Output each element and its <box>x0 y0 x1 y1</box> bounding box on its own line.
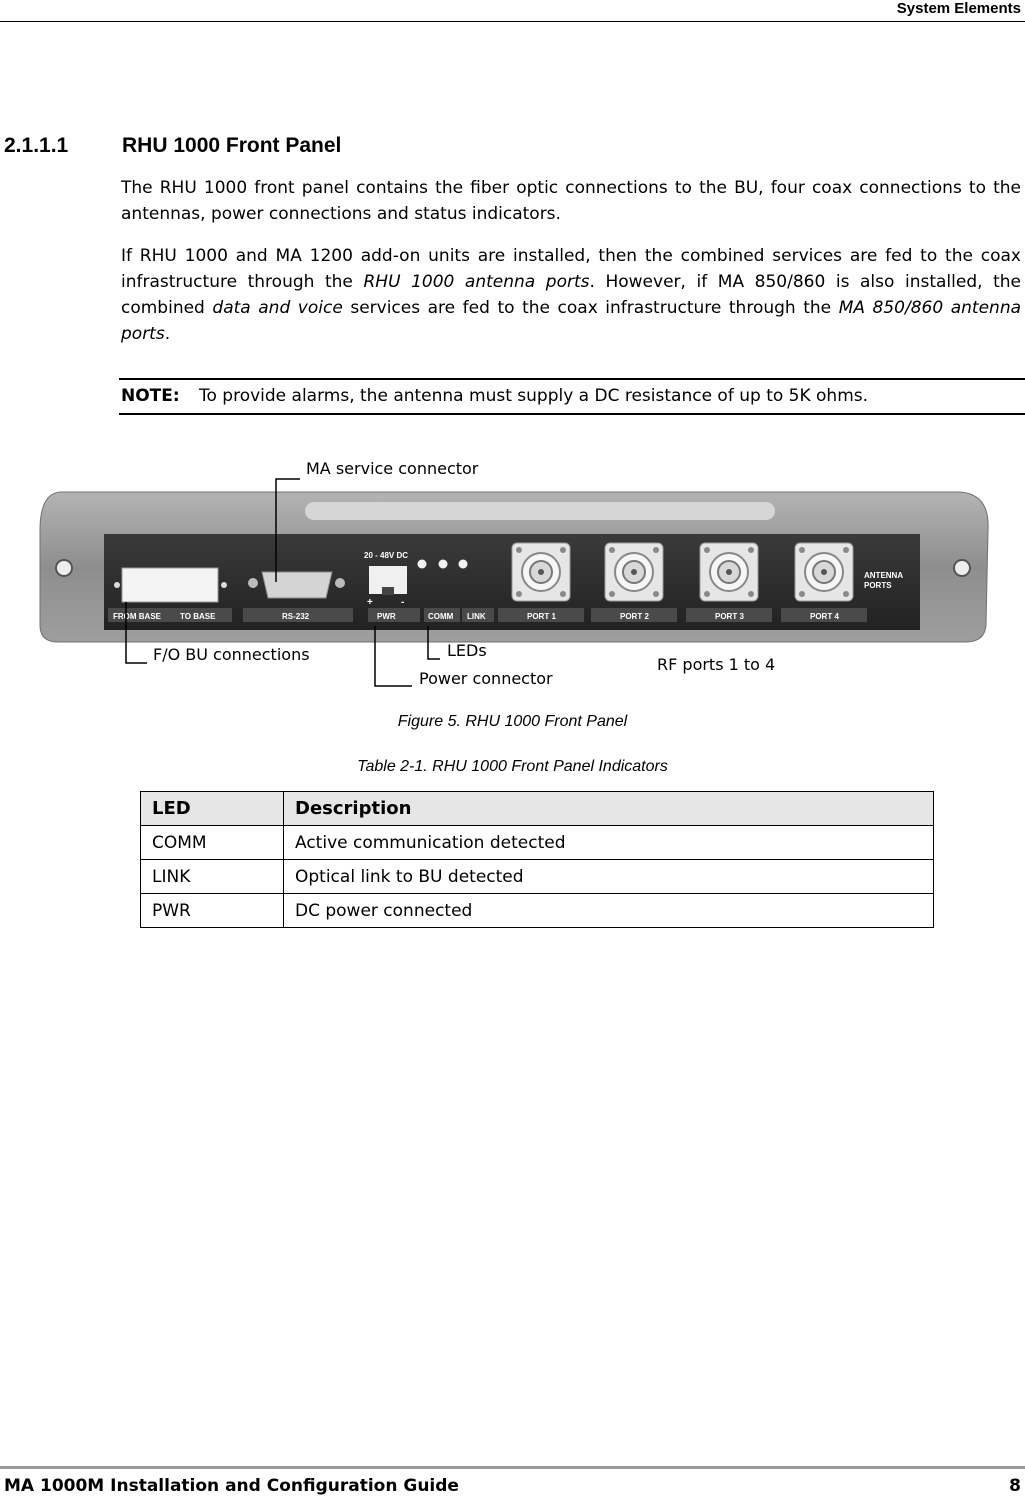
rf-port-3-screw-icon <box>748 547 754 553</box>
callout-rf-ports: RF ports 1 to 4 <box>657 655 776 674</box>
rf-port-3-pin <box>726 569 732 575</box>
rf-port-2-screw-icon <box>609 591 615 597</box>
rf-port-2-pin <box>631 569 637 575</box>
led-name-cell: COMM <box>141 826 284 860</box>
callout-leds: LEDs <box>447 641 487 660</box>
rs232-screw-right-icon <box>335 578 345 588</box>
table-row <box>141 894 934 928</box>
table-header-row <box>141 792 934 826</box>
led-description-cell: Optical link to BU detected <box>284 860 934 894</box>
voltage-label: 20 - 48V DC <box>364 551 409 560</box>
header-description: Description <box>284 792 934 826</box>
table-row <box>141 826 934 860</box>
rs232-connector-icon <box>262 572 332 598</box>
rf-port-4-screw-icon <box>843 547 849 553</box>
led-comm-icon <box>439 560 448 569</box>
fo-connector-block <box>122 568 218 602</box>
rf-port-1-pin <box>538 569 544 575</box>
fo-screw-right-icon <box>221 582 227 588</box>
led-link-icon <box>459 560 468 569</box>
led-description-cell: DC power connected <box>284 894 934 928</box>
header-led: LED <box>141 792 284 826</box>
led-name-cell: PWR <box>141 894 284 928</box>
callout-power: Power connector <box>419 669 553 688</box>
rf-port-1-label: PORT 1 <box>527 612 556 621</box>
rf-port-3-screw-icon <box>748 591 754 597</box>
figure-caption: Figure 5. RHU 1000 Front Panel <box>397 713 628 730</box>
callout-fo-bu: F/O BU connections <box>153 645 310 664</box>
paragraph-intro: The RHU 1000 front panel contains the fiber optic connections to the BU, four coax connections to the antennas, power connections and status indicators. <box>121 178 1021 224</box>
link-label: LINK <box>467 612 486 621</box>
rf-port-1-screw-icon <box>560 591 566 597</box>
from-base-label: FROM BASE <box>113 612 161 621</box>
pwr-label: PWR <box>377 612 396 621</box>
table-caption: Table 2-1. RHU 1000 Front Panel Indicators <box>357 758 668 775</box>
rf-port-4-label: PORT 4 <box>810 612 839 621</box>
page-number: 8 <box>1009 1476 1021 1496</box>
power-minus-label: - <box>401 597 405 608</box>
rf-port-2-label: PORT 2 <box>620 612 649 621</box>
paragraph-antenna-ports: If RHU 1000 and MA 1200 add-on units are installed, then the combined services are fed to the coax infrastructure through the RHU 1000 antenna ports. However, if MA 850/860 is also installed, the combined data and voice services are fed to the coax infrastructure through the MA 850/860 antenna ports. <box>121 246 1022 344</box>
rf-port-1-screw-icon <box>516 591 522 597</box>
footer-rule <box>0 1466 1025 1469</box>
to-base-label: TO BASE <box>180 612 216 621</box>
led-pwr-icon <box>418 560 427 569</box>
rf-port-2-screw-icon <box>609 547 615 553</box>
led-description-cell: Active communication detected <box>284 826 934 860</box>
note-text: To provide alarms, the antenna must supply a DC resistance of up to 5K ohms. <box>199 386 869 406</box>
led-name-cell: LINK <box>141 860 284 894</box>
rf-port-3-screw-icon <box>704 547 710 553</box>
led-indicator-table <box>140 791 934 928</box>
rf-port-3-label: PORT 3 <box>715 612 744 621</box>
table-row <box>141 860 934 894</box>
rf-port-4-screw-icon <box>799 591 805 597</box>
comm-label: COMM <box>428 612 454 621</box>
ports-label: PORTS <box>864 581 892 590</box>
header-rule <box>0 21 1025 22</box>
rf-port-1-screw-icon <box>516 547 522 553</box>
antenna-label: ANTENNA <box>864 571 904 580</box>
callout-ma-service: MA service connector <box>306 459 479 478</box>
rs232-screw-left-icon <box>248 578 258 588</box>
fo-screw-left-icon <box>114 582 120 588</box>
power-plus-label: + <box>367 597 373 608</box>
panel-top-slot <box>305 502 775 520</box>
rf-port-1-screw-icon <box>560 547 566 553</box>
rs232-label: RS-232 <box>282 612 310 621</box>
rf-port-3-screw-icon <box>704 591 710 597</box>
note-box <box>119 378 1025 415</box>
mount-hole-right-icon <box>954 560 970 576</box>
note-label: NOTE: <box>121 386 180 406</box>
power-connector-notch <box>382 587 394 595</box>
rf-port-4-screw-icon <box>843 591 849 597</box>
section-number: 2.1.1.1 <box>4 134 69 157</box>
section-title: RHU 1000 Front Panel <box>122 134 342 157</box>
footer-title: MA 1000M Installation and Configuration Guide <box>4 1476 459 1496</box>
rf-port-4-screw-icon <box>799 547 805 553</box>
rf-port-2-screw-icon <box>653 591 659 597</box>
rf-port-2-screw-icon <box>653 547 659 553</box>
rf-port-4-pin <box>821 569 827 575</box>
mount-hole-left-icon <box>56 560 72 576</box>
running-header: System Elements <box>896 0 1021 17</box>
